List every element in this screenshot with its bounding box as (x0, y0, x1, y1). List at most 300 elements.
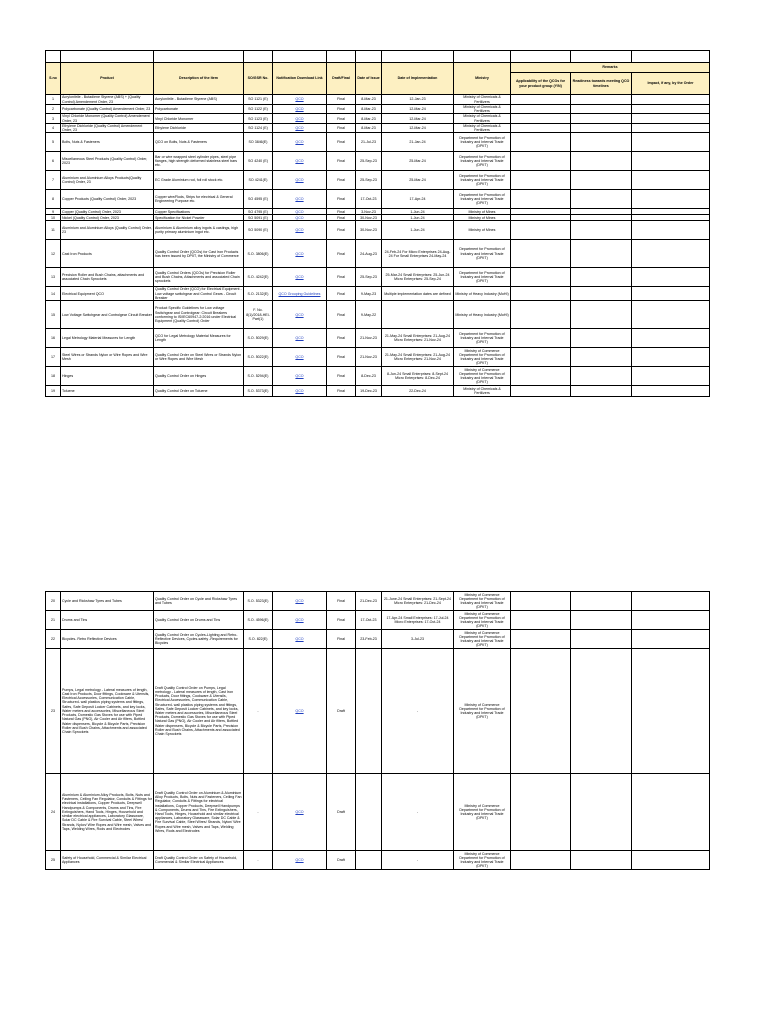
cell-impact[interactable] (632, 123, 710, 132)
cell-readiness[interactable] (571, 123, 632, 132)
cell-sogsr: S.O. 5323(E) (244, 592, 273, 611)
cell-product: Safety of Household, Commercial & Similar Electrical Appliances (61, 851, 154, 870)
cell-description: Quality Control Order on Cycle and Rickshaw Tyres and Tubes (154, 592, 244, 611)
cell-sogsr: SO 1122 (E) (244, 105, 273, 114)
cell-description: Quality Control Order on Hinges (154, 367, 244, 386)
cell-sno: 7 (46, 171, 61, 190)
cell-sogsr: S.O. 4596(E) (244, 611, 273, 630)
notification-download-link[interactable]: QCO (295, 251, 304, 256)
cell-applicability[interactable] (511, 851, 571, 870)
cell-status: Final (327, 348, 356, 367)
cell-impl: 21-June-24 Small Enterprises: 21-Sept-24 Micro Enterprises: 21-Dec-24 (382, 592, 454, 611)
cell-product: Low Voltage Switchgear and Controlgear Circuit Breaker (61, 301, 154, 329)
table-row (46, 649, 710, 774)
cell-sno: 18 (46, 367, 61, 386)
cell-readiness[interactable] (571, 386, 632, 397)
cell-product: Aluminium and Aluminium Alloys Products(Quality Control) Order, 23 (61, 171, 154, 190)
cell-impl: 17-Apr-24 (382, 190, 454, 209)
table-row (46, 152, 710, 171)
cell-link (273, 171, 327, 190)
cell-impl: Multiple implementation dates are defined (382, 287, 454, 301)
cell-applicability[interactable] (511, 287, 571, 301)
cell-description: Quality Control Order (QCOs) for Cast Iron Products has been issued by DPIIT, the Ministry of Commerce (154, 240, 244, 268)
cell-impl: 25-Mar-24 (382, 152, 454, 171)
cell-sogsr: SO 3846(E) (244, 133, 273, 152)
cell-readiness[interactable] (571, 774, 632, 851)
cell-sno: 9 (46, 209, 61, 215)
cell-product: Polycarbonate (Quality Control) Amendement Order, 23 (61, 105, 154, 114)
cell-ministry: Ministry of Mines (454, 215, 511, 221)
cell-applicability[interactable] (511, 301, 571, 329)
cell-description: Acrylonitrile - Butadiene Styrene (ABS) (154, 95, 244, 105)
cell-issue: 25-Sep-23 (356, 152, 382, 171)
cell-status: Final (327, 287, 356, 301)
cell-issue: 21-Nov-23 (356, 329, 382, 348)
cell-description: Vinyl Chloride Monomer (154, 114, 244, 123)
cell-status: Final (327, 114, 356, 123)
cell-impact[interactable] (632, 301, 710, 329)
cell-description: Ethylene Dichloride (154, 123, 244, 132)
cell-impact[interactable] (632, 630, 710, 649)
cell-description: Quality Control Order on Cycles-Lighting and Retro-Reflective Devices, Cycles-safety -Requirements for Bicycles (154, 630, 244, 649)
cell-applicability[interactable] (511, 774, 571, 851)
cell-applicability[interactable] (511, 649, 571, 774)
cell-description: Copper Specifications (154, 209, 244, 215)
cell-impact[interactable] (632, 190, 710, 209)
cell-issue: 8-Mar-23 (356, 105, 382, 114)
cell-ministry: Ministry of Commerce Department for Promotion of Industry and Internal Trade (DPIIT) (454, 367, 511, 386)
cell-ministry: Ministry of Chemicals & Fertilizers (454, 95, 511, 105)
notification-download-link[interactable]: QCO (295, 636, 304, 641)
header-sno: S.no (46, 63, 61, 95)
header-product: Product (61, 63, 154, 95)
cell-description: Copper wire/Rods, Strips for electrical & General Engineering Purpose etc. (154, 190, 244, 209)
cell-readiness[interactable] (571, 287, 632, 301)
cell-description: Quality Control Order on Steel Wires or Strands Nylon or Wire Ropes and Wire Mesh (154, 348, 244, 367)
header-readiness: Readiness towards meeting QCO timelines (571, 73, 632, 95)
notification-download-link[interactable]: QCO (295, 107, 304, 112)
table-body-page-1 (46, 95, 710, 397)
notification-download-link[interactable]: QCO (295, 215, 304, 220)
cell-impact[interactable] (632, 105, 710, 114)
cell-impact[interactable] (632, 152, 710, 171)
cell-impact[interactable] (632, 240, 710, 268)
cell-impl: 21-Jan-24 (382, 133, 454, 152)
cell-readiness[interactable] (571, 95, 632, 105)
cell-product: Hinges (61, 367, 154, 386)
cell-status: Draft (327, 649, 356, 774)
blank-top-row (46, 51, 710, 63)
cell-impl: - (382, 649, 454, 774)
cell-description: Polycarbonate (154, 105, 244, 114)
cell-description: QCO for Legal Metrology Material Measures for Length (154, 329, 244, 348)
cell-applicability[interactable] (511, 152, 571, 171)
cell-description: Draft Quality Control Order on Pumps, Legal metrology - Lateral measures of length, Cast Iron Products, Door fittings, Cookware & Utensils, Electrical Accessories, Communication Cable, Structured- wall plastics piping systems and fittings, Safes, Safe Deposit Locker Cabinets, and key locks, Water meters and accessories, Miscellaneous Steel Products, Domestic Gas Stoves for use with Piped Natural Gas (PNG), Air Cooler and Air filters, Bottled Water dispensers, Bicycle & Bicycle Parts, Precision Roller and Bush Chains, Attachments and associated Chain Sprockets (154, 649, 244, 774)
cell-link (273, 133, 327, 152)
cell-readiness[interactable] (571, 649, 632, 774)
cell-readiness[interactable] (571, 329, 632, 348)
cell-applicability[interactable] (511, 133, 571, 152)
cell-impact[interactable] (632, 329, 710, 348)
notification-download-link[interactable]: QCO (295, 140, 304, 145)
cell-sno: 12 (46, 240, 61, 268)
notification-download-link[interactable]: QCO (295, 598, 304, 603)
cell-sogsr: S.O. 822(E) (244, 630, 273, 649)
cell-status: Final (327, 190, 356, 209)
cell-product: Vinyl Chloride Monomer (Quality Control) Amendement Order, 23 (61, 114, 154, 123)
cell-issue: 30-Nov-23 (356, 215, 382, 221)
cell-product: Steel Wires or Strands Nylon or Wire Ropes and Wire Mesh (61, 348, 154, 367)
notification-download-link[interactable]: QCO (295, 197, 304, 202)
cell-issue: 21-Nov-23 (356, 348, 382, 367)
cell-link (273, 114, 327, 123)
header-applicability: Applicability of the QCOs for your product group (Y/N) (511, 73, 571, 95)
cell-readiness[interactable] (571, 611, 632, 630)
cell-readiness[interactable] (571, 133, 632, 152)
cell-status: Final (327, 386, 356, 397)
notification-download-link[interactable]: QCO (295, 228, 304, 233)
cell-issue: 3-Nov-23 (356, 209, 382, 215)
cell-issue: 21-Jul-23 (356, 133, 382, 152)
cell-description: Quality Control Order on Drums and Tins (154, 611, 244, 630)
table-body-page-2 (46, 592, 710, 870)
cell-status: Final (327, 367, 356, 386)
cell-impl: 25-Mar-24 Small Enterprises: 25-Jun-24 Micro Enterprises: 25-Sep-24 (382, 268, 454, 287)
cell-impl: 1-Jun-24 (382, 215, 454, 221)
notification-download-link[interactable]: QCO (295, 97, 304, 102)
cell-impl: 8-Jun-24 Small Enterprises: 8-Sept-24 Micro Enterprises: 8-Dec-24 (382, 367, 454, 386)
cell-sno: 24 (46, 774, 61, 851)
cell-readiness[interactable] (571, 171, 632, 190)
cell-applicability[interactable] (511, 190, 571, 209)
cell-applicability[interactable] (511, 114, 571, 123)
cell-sno: 4 (46, 123, 61, 132)
table-row (46, 630, 710, 649)
cell-issue: 9-May-22 (356, 301, 382, 329)
cell-sogsr: S.O. 5373(E) (244, 386, 273, 397)
cell-issue: 25-Sep-23 (356, 171, 382, 190)
notification-download-link[interactable]: QCO (295, 312, 304, 317)
cell-impl: 17-Apr-24 Small Enterprises: 17-Jul-24 Micro Enterprises: 17-Oct-24 (382, 611, 454, 630)
cell-sno: 25 (46, 851, 61, 870)
cell-readiness[interactable] (571, 851, 632, 870)
table-row (46, 774, 710, 851)
cell-readiness[interactable] (571, 367, 632, 386)
notification-download-link[interactable]: QCO (295, 178, 304, 183)
cell-applicability[interactable] (511, 95, 571, 105)
cell-impl: 12-Mar-24 (382, 114, 454, 123)
notification-download-link[interactable]: QCO (295, 857, 304, 862)
table-row (46, 123, 710, 132)
cell-status: Draft (327, 774, 356, 851)
cell-status: Final (327, 240, 356, 268)
cell-impact[interactable] (632, 287, 710, 301)
cell-impl: 1-Jun-24 (382, 221, 454, 240)
cell-sno: 16 (46, 329, 61, 348)
cell-sogsr: F. No. 8(1)/2018-HEI-Part(1) (244, 301, 273, 329)
cell-impl: 21-May-24 Small Enterprises: 21-Aug-24 Micro Enterprises: 21-Nov-24 (382, 329, 454, 348)
cell-ministry: Ministry of Commerce Department for Promotion of Industry and Internal Trade (DPIIT) (454, 611, 511, 630)
cell-sogsr: SO 4595 (E) (244, 190, 273, 209)
cell-ministry: Ministry of Chemicals & Fertilizers (454, 114, 511, 123)
cell-link (273, 386, 327, 397)
cell-impact[interactable] (632, 774, 710, 851)
table-row (46, 592, 710, 611)
cell-sno: 11 (46, 221, 61, 240)
table-row (46, 133, 710, 152)
cell-link (273, 630, 327, 649)
cell-status: Final (327, 329, 356, 348)
cell-impl: 12-Mar-24 (382, 105, 454, 114)
cell-impl: 25-Mar-24 (382, 171, 454, 190)
cell-impact[interactable] (632, 133, 710, 152)
cell-issue: 24-Aug-23 (356, 240, 382, 268)
cell-readiness[interactable] (571, 240, 632, 268)
cell-description: Aluminium & Aluminium alloy ingots & castings, high purity primary aluminium ingot etc. (154, 221, 244, 240)
cell-applicability[interactable] (511, 348, 571, 367)
notification-download-link[interactable]: QCO (295, 617, 304, 622)
cell-sogsr: S.O. 5029(E) (244, 329, 273, 348)
cell-sogsr: SO 1121 (E) (244, 95, 273, 105)
cell-link (273, 190, 327, 209)
cell-applicability[interactable] (511, 123, 571, 132)
cell-status: Final (327, 133, 356, 152)
cell-sogsr: S.O. 5294(E) (244, 367, 273, 386)
cell-ministry: Ministry of Commerce Department for Promotion of Industry and Internal Trade (DPIIT) (454, 630, 511, 649)
table-row (46, 268, 710, 287)
notification-download-link[interactable]: QCO (295, 159, 304, 164)
cell-impact[interactable] (632, 221, 710, 240)
cell-link (273, 348, 327, 367)
cell-product: Cycle and Rickshaw Tyres and Tubes (61, 592, 154, 611)
notification-download-link[interactable]: QCO (295, 355, 304, 360)
cell-readiness[interactable] (571, 221, 632, 240)
cell-status: Final (327, 105, 356, 114)
cell-impact[interactable] (632, 611, 710, 630)
cell-impact[interactable] (632, 649, 710, 774)
cell-link (273, 123, 327, 132)
cell-status: Final (327, 221, 356, 240)
header-ministry: Ministry (454, 63, 511, 95)
cell-product: Precision Roller and Bush Chains, attachments and associated Chain Sprockets (61, 268, 154, 287)
cell-impact[interactable] (632, 386, 710, 397)
header-notification: Notification Download Link (273, 63, 327, 95)
cell-impact[interactable] (632, 851, 710, 870)
cell-description: EC Grade Aluminium rod, foil roll stock etc. (154, 171, 244, 190)
table-row (46, 95, 710, 105)
cell-readiness[interactable] (571, 592, 632, 611)
cell-sogsr: S.O. 5022(E) (244, 348, 273, 367)
cell-status: Final (327, 630, 356, 649)
cell-sno: 3 (46, 114, 61, 123)
cell-link (273, 329, 327, 348)
cell-product: Cast Iron Products (61, 240, 154, 268)
cell-applicability[interactable] (511, 367, 571, 386)
table-row (46, 240, 710, 268)
cell-ministry: Ministry of Commerce Department for Promotion of Industry and Internal Trade (DPIIT) (454, 649, 511, 774)
cell-sno: 5 (46, 133, 61, 152)
cell-product: Aluminium and Aluminium Alloys (Quality Control) Order, 23 (61, 221, 154, 240)
cell-impact[interactable] (632, 95, 710, 105)
cell-link (273, 105, 327, 114)
cell-issue (356, 649, 382, 774)
cell-product: Pumps, Legal metrology - Lateral measures of length, Cast Iron Products, Door fittings, Cookware & Utensils, Electrical Accessories, Communication Cable, Structured- wall plastics piping systems and fittings, Safes, Safe Deposit Locker Cabinets, and key locks, Water meters and accessories, Miscellaneous Steel Products, Domestic Gas Stoves for use with Piped Natural Gas (PNG), Air Cooler and Air filters, Bottled Water dispensers, Bicycle & Bicycle Parts, Precision Roller and Bush Chains, Attachments and associated Chain Sprockets (61, 649, 154, 774)
header-impact: Impact, if any, by the Order (632, 73, 710, 95)
cell-product: Toluene (61, 386, 154, 397)
cell-product: Legal Metrology Material Measures for Length (61, 329, 154, 348)
cell-issue: 17-Oct-23 (356, 611, 382, 630)
header-date-issue: Date of Issue (356, 63, 382, 95)
cell-sno: 13 (46, 268, 61, 287)
table-row (46, 114, 710, 123)
cell-issue (356, 851, 382, 870)
cell-product: Miscellaneous Steel Products (Quality Control) Order, 2023 (61, 152, 154, 171)
cell-impact[interactable] (632, 171, 710, 190)
cell-applicability[interactable] (511, 240, 571, 268)
cell-applicability[interactable] (511, 592, 571, 611)
cell-ministry: Ministry of Mines (454, 209, 511, 215)
cell-sogsr: SO 1124 (E) (244, 123, 273, 132)
notification-download-link[interactable]: QCO (295, 275, 304, 280)
cell-link (273, 851, 327, 870)
cell-issue: 30-Nov-23 (356, 221, 382, 240)
cell-status: Final (327, 171, 356, 190)
cell-ministry: Department for Promotion of Industry and Internal Trade (DPIIT) (454, 268, 511, 287)
table-row (46, 611, 710, 630)
cell-product: Copper Products (Quality Control) Order, 2023 (61, 190, 154, 209)
cell-ministry: Department for Promotion of Industry and Internal Trade (DPIIT) (454, 171, 511, 190)
cell-readiness[interactable] (571, 114, 632, 123)
cell-impact[interactable] (632, 114, 710, 123)
cell-status: Final (327, 209, 356, 215)
table-row (46, 287, 710, 301)
cell-issue: 17-Oct-23 (356, 190, 382, 209)
cell-applicability[interactable] (511, 105, 571, 114)
cell-product: Acrylonitrile - Butadiene Styrene (ABS) + (Quality Control) Amendement Order, 23 (61, 95, 154, 105)
notification-download-link[interactable]: QCO (295, 209, 304, 214)
cell-link (273, 774, 327, 851)
header-date-impl: Date of Implementation (382, 63, 454, 95)
cell-sogsr: - (244, 774, 273, 851)
table-row (46, 851, 710, 870)
notification-download-link[interactable]: QCO (295, 336, 304, 341)
cell-ministry: Ministry of Chemicals & Fertilizers (454, 123, 511, 132)
cell-impact[interactable] (632, 367, 710, 386)
notification-download-link[interactable]: QCO (295, 374, 304, 379)
cell-description: Bar or wire wrapped steel cylinder pipes, steel pipe flanges, high strength deformed stainless steel bars etc. (154, 152, 244, 171)
cell-applicability[interactable] (511, 171, 571, 190)
cell-readiness[interactable] (571, 268, 632, 287)
notification-download-link[interactable]: QCO (295, 116, 304, 121)
cell-link (273, 592, 327, 611)
cell-ministry: Ministry of Mines (454, 221, 511, 240)
cell-ministry: Department for Promotion of Industry and Internal Trade (DPIIT) (454, 152, 511, 171)
cell-readiness[interactable] (571, 152, 632, 171)
header-sogsr: SO/GSR No. (244, 63, 273, 95)
cell-readiness[interactable] (571, 630, 632, 649)
cell-sogsr: SO 5091 (E) (244, 215, 273, 221)
cell-readiness[interactable] (571, 105, 632, 114)
cell-applicability[interactable] (511, 386, 571, 397)
table-row (46, 367, 710, 386)
cell-description: Quality Control Orders (QCOs) for Precision Roller and Bush Chains, Attachments and associated Chain sprockets (154, 268, 244, 287)
cell-sogsr: SO 5090 (E) (244, 221, 273, 240)
header-row-1 (46, 63, 710, 73)
notification-download-link[interactable]: QCO (295, 125, 304, 130)
cell-impl: 3-Jul-23 (382, 630, 454, 649)
cell-issue: 8-Mar-23 (356, 114, 382, 123)
cell-status: Final (327, 592, 356, 611)
cell-status: Final (327, 215, 356, 221)
cell-issue: 9-May-23 (356, 287, 382, 301)
cell-link (273, 649, 327, 774)
cell-sno: 22 (46, 630, 61, 649)
cell-ministry: Ministry of Commerce Department for Promotion of Industry and Internal Trade (DPIIT) (454, 348, 511, 367)
cell-applicability[interactable] (511, 329, 571, 348)
cell-readiness[interactable] (571, 301, 632, 329)
header-draft-final: Draft/Final (327, 63, 356, 95)
cell-status: Final (327, 95, 356, 105)
cell-ministry: Ministry of Commerce Department for Promotion of Industry and Internal Trade (DPIIT) (454, 592, 511, 611)
cell-applicability[interactable] (511, 611, 571, 630)
header-description: Description of the Item (154, 63, 244, 95)
cell-applicability[interactable] (511, 221, 571, 240)
cell-link (273, 221, 327, 240)
cell-description: Draft Quality Control Order on Aluminium & Aluminium Alloy Products, Bolts, Nuts and Fasteners, Ceiling Fan Regulator, Conduits & Fittings for electrical installations, Copper Products, Deepwell Handpumps & Components, Drums and Tins, Fire Extinguishers, Hand Tools, Hinges, Household and similar electrical appliances, Laboratory Glassware, Solar DC Cable & Fire Survival Cable, Steel Wires/ Strands, Nylon/ Wire Ropes and Wire mesh, Valves and Taps, Welding Wires, Rods and Electrodes (154, 774, 244, 851)
cell-sno: 17 (46, 348, 61, 367)
cell-sno: 15 (46, 301, 61, 329)
cell-status: Final (327, 268, 356, 287)
qco-table-page-2 (45, 591, 710, 870)
cell-applicability[interactable] (511, 268, 571, 287)
qco-table-page-1 (45, 50, 710, 397)
cell-readiness[interactable] (571, 348, 632, 367)
notification-download-link[interactable]: QCO Grouping Guidelines (278, 291, 321, 296)
cell-link (273, 240, 327, 268)
notification-download-link[interactable]: QCO (295, 809, 304, 814)
cell-status: Final (327, 301, 356, 329)
cell-impl: 1-Jun-24 (382, 209, 454, 215)
cell-sogsr: - (244, 649, 273, 774)
table-row (46, 329, 710, 348)
cell-sogsr: SO 1123 (E) (244, 114, 273, 123)
cell-sno: 8 (46, 190, 61, 209)
table-row (46, 386, 710, 397)
cell-description: Quality Control Order on Toluene (154, 386, 244, 397)
cell-impact[interactable] (632, 348, 710, 367)
cell-impl: - (382, 774, 454, 851)
cell-product: Aluminium & Aluminium Alloy Products, Bolts, Nuts and Fasteners, Ceiling Fan Regulator, Conduits & Fittings for electrical installations, Copper Products, Deepwell Handpumps & Components, Drums and Tins, Fire Extinguishers, Hand Tools, Hinges, Household and similar electrical appliances, Laboratory Glassware, Solar DC Cable & Fire Survival Cable, Steel Wires/ Strands, Nylon/ Wire Ropes and Wire mesh, Valves and Taps, Welding Wires, Rods and Electrodes (61, 774, 154, 851)
notification-download-link[interactable]: QCO (295, 708, 304, 713)
cell-impact[interactable] (632, 592, 710, 611)
cell-sno: 10 (46, 215, 61, 221)
cell-status: Final (327, 123, 356, 132)
cell-sogsr: S.O. 2132(E) (244, 287, 273, 301)
notification-download-link[interactable]: QCO (295, 389, 304, 394)
header-remarks: Remarks (511, 63, 710, 73)
table-row (46, 105, 710, 114)
cell-applicability[interactable] (511, 630, 571, 649)
cell-ministry: Department for Promotion of Industry and Internal Trade (DPIIT) (454, 240, 511, 268)
cell-product: Bicycles- Retro Reflective Devices (61, 630, 154, 649)
cell-sogsr: S.O. 3806(E) (244, 240, 273, 268)
cell-readiness[interactable] (571, 190, 632, 209)
cell-issue: 8-Mar-23 (356, 95, 382, 105)
cell-issue: 8-Mar-23 (356, 123, 382, 132)
cell-impact[interactable] (632, 268, 710, 287)
cell-impl: 24-Feb-24 For Micro Enterprises 24-Aug-24 For Small Enterprises 24-May-24 (382, 240, 454, 268)
cell-ministry: Ministry of Heavy Industry (MoHI) (454, 287, 511, 301)
